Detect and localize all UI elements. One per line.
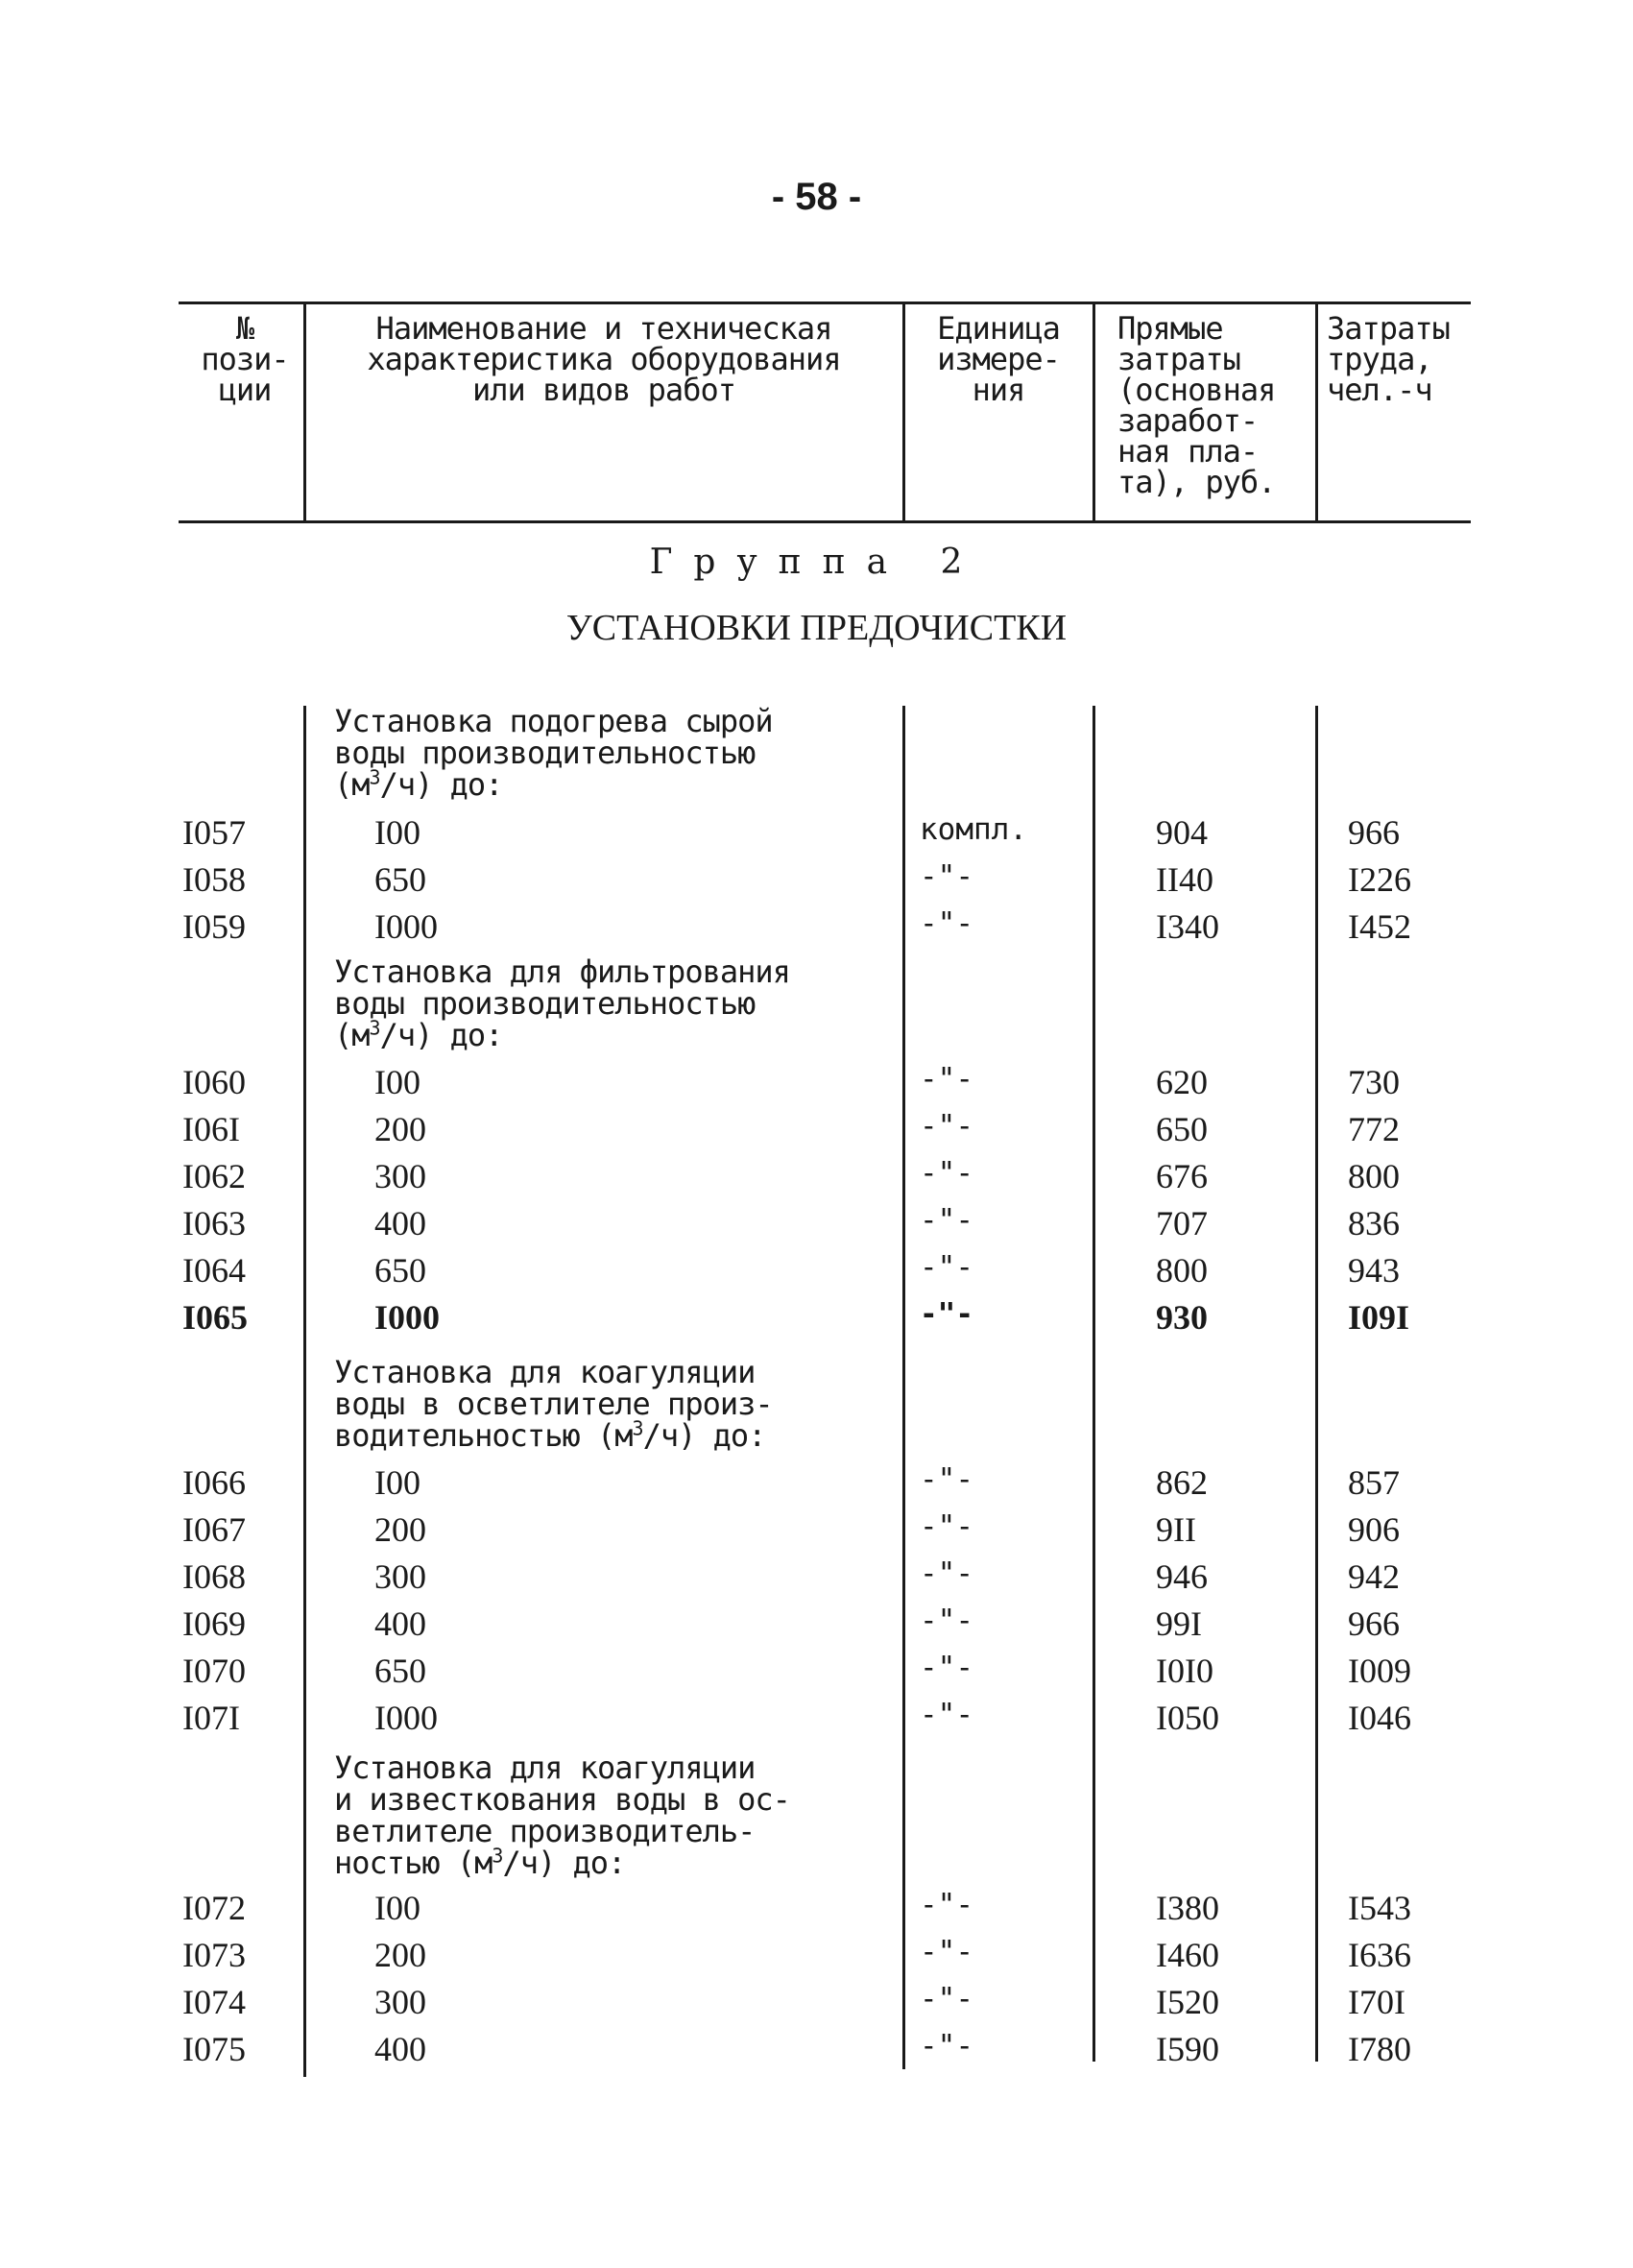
table-row [0, 1250, 1633, 1292]
table-row [0, 1698, 1633, 1740]
labor-cost: 800 [1348, 1157, 1400, 1195]
unit-of-measure: -"- [920, 1109, 973, 1144]
capacity-value: I00 [374, 1889, 420, 1927]
header-divider-3 [1093, 302, 1095, 522]
labor-cost: I226 [1348, 860, 1411, 899]
unit-of-measure: -"- [920, 2029, 973, 2063]
capacity-value: 200 [374, 1110, 426, 1148]
capacity-value: 650 [374, 1251, 426, 1290]
table-row [0, 2029, 1633, 2071]
unit-of-measure: -"- [920, 1651, 973, 1685]
direct-cost: 930 [1156, 1298, 1208, 1337]
unit-of-measure: -"- [920, 1698, 973, 1732]
position-number: I075 [182, 2030, 246, 2068]
position-number: I060 [182, 1063, 246, 1101]
table-row [0, 859, 1633, 902]
direct-cost: 676 [1156, 1157, 1208, 1195]
direct-cost: 99I [1156, 1604, 1202, 1643]
labor-cost: I09I [1348, 1298, 1410, 1337]
group-heading: Группа 2 [649, 543, 984, 582]
capacity-value: I000 [374, 1298, 441, 1337]
position-number: I058 [182, 860, 246, 899]
capacity-value: 200 [374, 1936, 426, 1974]
position-number: I070 [182, 1652, 246, 1690]
capacity-value: 300 [374, 1557, 426, 1596]
capacity-value: 300 [374, 1983, 426, 2021]
section-title: Установка подогрева сырой воды производительностью $(м^3/ч)$ до: [334, 703, 773, 803]
unit-of-measure: -"- [920, 1462, 973, 1497]
capacity-value: 650 [374, 860, 426, 899]
header-unit: Единица измере- ния [937, 310, 1060, 408]
labor-cost: 942 [1348, 1557, 1400, 1596]
labor-cost: 730 [1348, 1063, 1400, 1101]
table-row [0, 1156, 1633, 1198]
capacity-value: 400 [374, 1204, 426, 1243]
labor-cost: I046 [1348, 1699, 1411, 1737]
unit-of-measure: -"- [920, 1935, 973, 1969]
direct-cost: 800 [1156, 1251, 1208, 1290]
section-title: Установка для коагуляции воды в осветлителе произ- водительностью $(м^3/ч)$ до: [334, 1354, 773, 1454]
table-row [0, 1935, 1633, 1977]
direct-cost: II40 [1156, 860, 1213, 899]
capacity-value: I00 [374, 1063, 420, 1101]
position-number: I057 [182, 813, 246, 852]
table-row [0, 1651, 1633, 1693]
unit-of-measure: -"- [920, 1062, 973, 1097]
capacity-value: I000 [374, 907, 438, 946]
header-position: № пози- ции [201, 310, 289, 408]
table-row [0, 1556, 1633, 1599]
labor-cost: 966 [1348, 813, 1400, 852]
page-number: - 58 - [771, 176, 862, 218]
unit-of-measure: -"- [920, 1888, 973, 1922]
table-row [0, 1604, 1633, 1646]
table-row [0, 1982, 1633, 2024]
capacity-value: 300 [374, 1157, 426, 1195]
unit-of-measure: -"- [920, 906, 973, 941]
direct-cost: 650 [1156, 1110, 1208, 1148]
position-number: I063 [182, 1204, 246, 1243]
unit-of-measure: -"- [920, 1509, 973, 1544]
direct-cost: I590 [1156, 2030, 1219, 2068]
position-number: I067 [182, 1510, 246, 1549]
table-row [0, 812, 1633, 855]
labor-cost: 836 [1348, 1204, 1400, 1243]
position-number: I062 [182, 1157, 246, 1195]
labor-cost: I452 [1348, 907, 1411, 946]
header-direct-costs: Прямые затраты (основная заработ- ная пла- та), руб. [1117, 310, 1276, 500]
unit-of-measure: -"- [920, 1250, 973, 1285]
labor-cost: I543 [1348, 1889, 1411, 1927]
table-row [0, 1462, 1633, 1505]
position-number: I069 [182, 1604, 246, 1643]
direct-cost: I0I0 [1156, 1652, 1213, 1690]
position-number: I064 [182, 1251, 246, 1290]
labor-cost: I009 [1348, 1652, 1411, 1690]
labor-cost: 906 [1348, 1510, 1400, 1549]
table-row [0, 1509, 1633, 1552]
direct-cost: 620 [1156, 1063, 1208, 1101]
labor-cost: 857 [1348, 1463, 1400, 1502]
direct-cost: 862 [1156, 1463, 1208, 1502]
header-divider-2 [902, 302, 905, 522]
direct-cost: I520 [1156, 1983, 1219, 2021]
section-title: Установка для фильтрования воды производительностью $(м^3/ч)$ до: [334, 953, 790, 1053]
direct-cost: 946 [1156, 1557, 1208, 1596]
unit-of-measure: -"- [920, 1156, 973, 1191]
capacity-value: I000 [374, 1699, 438, 1737]
capacity-value: 400 [374, 2030, 426, 2068]
header-bottom-rule [179, 520, 1471, 523]
unit-of-measure: компл. [920, 812, 1027, 847]
direct-cost: I340 [1156, 907, 1219, 946]
labor-cost: 772 [1348, 1110, 1400, 1148]
position-number: I074 [182, 1983, 246, 2021]
direct-cost: 904 [1156, 813, 1208, 852]
header-name: Наименование и техническая характеристика оборудования или видов работ [367, 310, 841, 408]
table-row [0, 1109, 1633, 1151]
position-number: I073 [182, 1936, 246, 1974]
header-top-rule [179, 302, 1471, 304]
position-number: I07I [182, 1699, 240, 1737]
labor-cost: 943 [1348, 1251, 1400, 1290]
direct-cost: I050 [1156, 1699, 1219, 1737]
unit-of-measure: -"- [920, 1982, 973, 2016]
labor-cost: I780 [1348, 2030, 1411, 2068]
unit-of-measure: -"- [920, 1556, 973, 1591]
unit-of-measure: -"- [920, 1203, 973, 1238]
capacity-value: 650 [374, 1652, 426, 1690]
position-number: I065 [182, 1298, 249, 1337]
direct-cost: 707 [1156, 1204, 1208, 1243]
direct-cost: 9II [1156, 1510, 1196, 1549]
unit-of-measure: -"- [920, 859, 973, 894]
capacity-value: 200 [374, 1510, 426, 1549]
direct-cost: I380 [1156, 1889, 1219, 1927]
table-row [0, 1888, 1633, 1930]
table-row [0, 1297, 1633, 1339]
labor-cost: I70I [1348, 1983, 1405, 2021]
capacity-value: I00 [374, 1463, 420, 1502]
table-row [0, 1203, 1633, 1245]
labor-cost: I636 [1348, 1936, 1411, 1974]
header-labor-costs: Затраты труда, чел.-ч [1327, 310, 1450, 408]
unit-of-measure: -"- [920, 1297, 973, 1332]
position-number: I06I [182, 1110, 240, 1148]
header-divider-4 [1315, 302, 1318, 522]
position-number: I066 [182, 1463, 246, 1502]
table-row [0, 906, 1633, 949]
labor-cost: 966 [1348, 1604, 1400, 1643]
position-number: I068 [182, 1557, 246, 1596]
header-divider-1 [303, 302, 306, 522]
table-row [0, 1062, 1633, 1104]
capacity-value: 400 [374, 1604, 426, 1643]
section-title: Установка для коагуляции и известкования воды в ос- ветлителе производитель- ностью $(м^3/ч)$ до: [334, 1749, 790, 1881]
group-title: УСТАНОВКИ ПРЕДОЧИСТКИ [565, 608, 1068, 648]
capacity-value: I00 [374, 813, 420, 852]
position-number: I059 [182, 907, 246, 946]
unit-of-measure: -"- [920, 1604, 973, 1638]
direct-cost: I460 [1156, 1936, 1219, 1974]
position-number: I072 [182, 1889, 246, 1927]
